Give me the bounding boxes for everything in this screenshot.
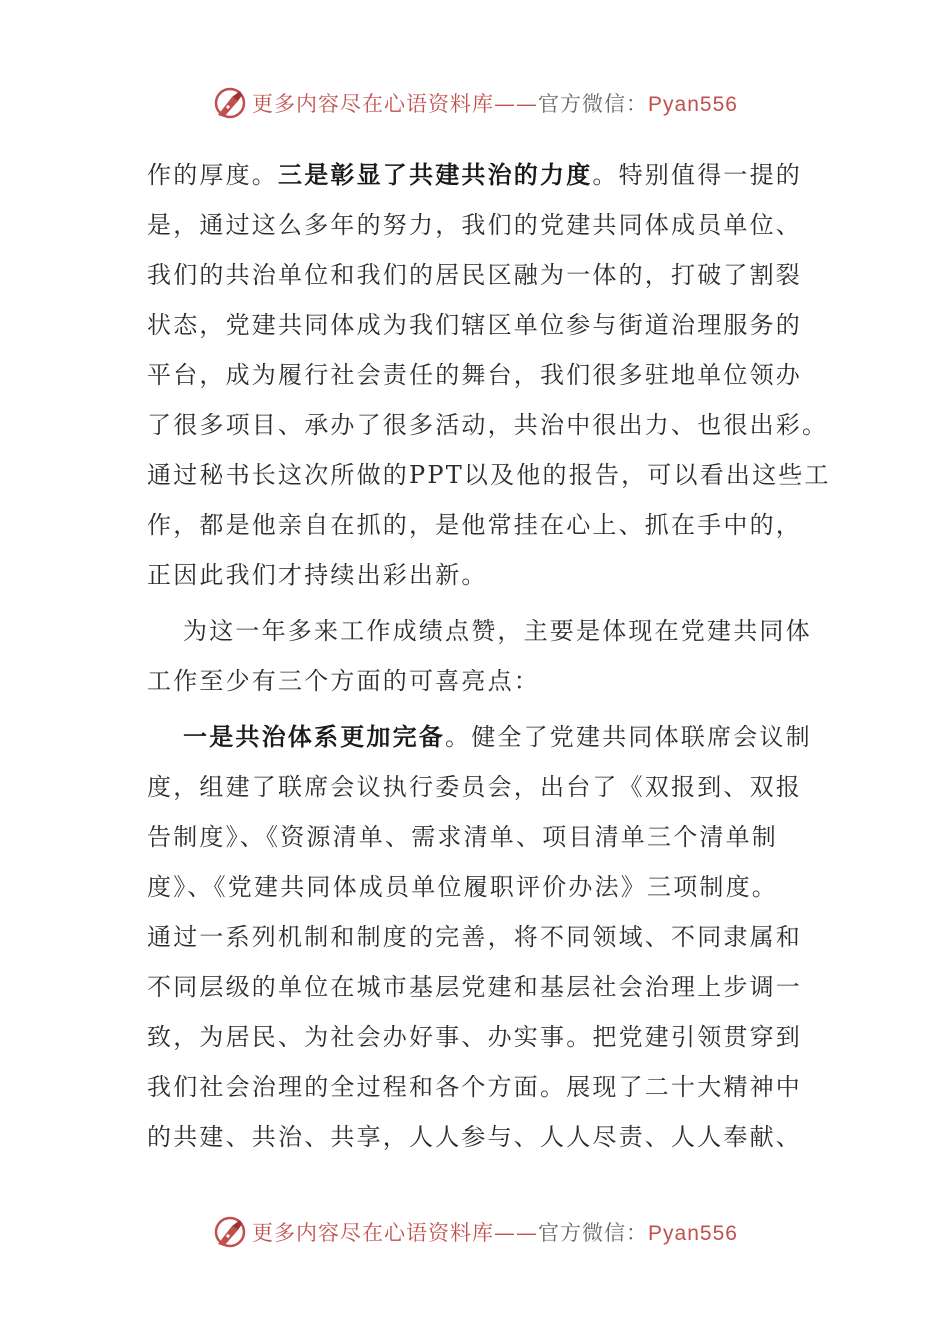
bold-heading: 一是共治体系更加完备 — [183, 722, 445, 751]
footer-watermark-banner — [0, 1212, 950, 1252]
text-line: 的共建、共治、共享，人人参与、人人尽责、人人奉献、 — [147, 1123, 802, 1151]
pen-nib-logo-icon — [212, 85, 248, 121]
banner-text — [252, 1217, 738, 1247]
banner-dash: —— — [494, 92, 539, 116]
text-line — [147, 150, 807, 200]
banner-wechat-label: 官方微信： — [538, 92, 649, 116]
banner-wechat-id: Pyan556 — [648, 1222, 738, 1245]
text-line: 通过一系列机制和制度的完善，将不同领域、不同隶属和 — [147, 923, 802, 951]
text-run: 。特别值得一提的 — [592, 161, 803, 189]
text-line: 作，都是他亲自在抓的，是他常挂在心上、抓在手中的， — [147, 511, 802, 539]
text-line: 告制度》、《资源清单、需求清单、项目清单三个清单制 — [147, 823, 778, 851]
text-line: 了很多项目、承办了很多活动，共治中很出力、也很出彩。 — [147, 411, 829, 439]
text-line: 平台，成为履行社会责任的舞台，我们很多驻地单位领办 — [147, 361, 802, 389]
bold-heading: 三是彰显了共建共治的力度 — [278, 160, 593, 189]
text-line: 致，为居民、为社会办好事、办实事。把党建引领贯穿到 — [147, 1023, 802, 1051]
banner-dash: —— — [494, 1221, 539, 1245]
text-line: 正因此我们才持续出彩出新。 — [147, 561, 488, 589]
banner-wechat-label: 官方微信： — [538, 1221, 649, 1245]
header-watermark-banner — [0, 83, 950, 123]
text-line: 我们的共治单位和我们的居民区融为一体的，打破了割裂 — [147, 261, 802, 289]
banner-wechat-id: Pyan556 — [648, 93, 738, 116]
banner-site: 更多内容尽在心语资料库 — [252, 92, 495, 116]
text-line: 通过秘书长这次所做的PPT以及他的报告，可以看出这些工 — [147, 461, 831, 489]
text-line: 是，通过这么多年的努力，我们的党建共同体成员单位、 — [147, 211, 802, 239]
text-line: 不同层级的单位在城市基层党建和基层社会治理上步调一 — [147, 973, 802, 1001]
text-line — [147, 712, 812, 762]
text-line: 度》、《党建共同体成员单位履职评价办法》三项制度。 — [147, 873, 778, 901]
document-body — [147, 150, 831, 1162]
text-line: 为这一年多来工作成绩点赞，主要是体现在党建共同体 — [183, 617, 812, 645]
pen-nib-logo-icon — [212, 1214, 248, 1250]
banner-site: 更多内容尽在心语资料库 — [252, 1221, 495, 1245]
text-line: 状态，党建共同体成为我们辖区单位参与街道治理服务的 — [147, 311, 802, 339]
text-line: 工作至少有三个方面的可喜亮点： — [147, 667, 540, 695]
text-line: 我们社会治理的全过程和各个方面。展现了二十大精神中 — [147, 1073, 802, 1101]
text-run: 作的厚度。 — [147, 161, 278, 189]
banner-text — [252, 88, 738, 118]
text-run: 。健全了党建共同体联席会议制 — [445, 723, 812, 751]
text-line: 度，组建了联席会议执行委员会，出台了《双报到、双报 — [147, 773, 802, 801]
